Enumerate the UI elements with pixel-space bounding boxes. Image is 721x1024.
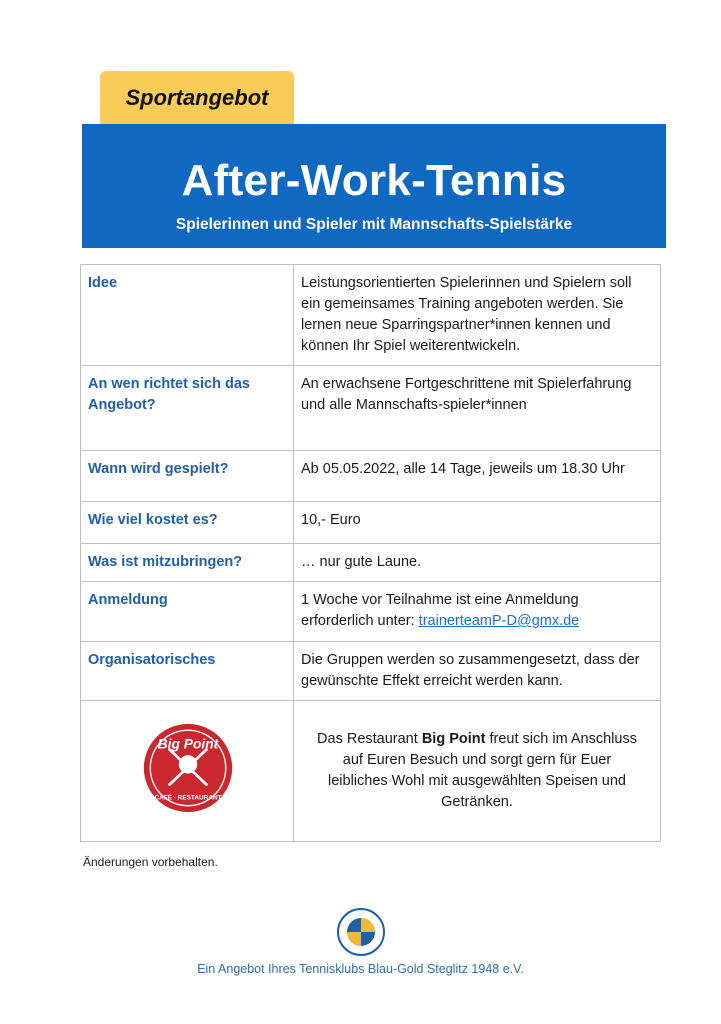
svg-text:Big Point: Big Point bbox=[157, 736, 218, 752]
offer-tag bbox=[100, 71, 294, 129]
club-logo bbox=[336, 907, 386, 957]
title-banner bbox=[82, 124, 666, 248]
promo-name: Big Point bbox=[421, 731, 486, 747]
row-label: An wen richtet sich das Angebot? bbox=[81, 366, 294, 451]
table-row bbox=[81, 451, 661, 502]
row-value: Leistungsorientierten Spielerinnen und Spielern soll ein gemeinsames Training angeboten werden. Sie lernen neue Sparringspartner*innen kennen und können Ihr Spiel weiterentwickeln. bbox=[294, 265, 661, 366]
table-row bbox=[81, 642, 661, 701]
disclaimer-note: Änderungen vorbehalten. bbox=[83, 855, 218, 869]
row-value: 10,- Euro bbox=[294, 502, 661, 544]
table-row bbox=[81, 582, 661, 642]
row-value: An erwachsene Fortgeschrittene mit Spielerfahrung und alle Mannschafts-spieler*innen bbox=[294, 366, 661, 451]
row-label: Anmeldung bbox=[81, 582, 294, 642]
offer-tag-label: Sportangebot bbox=[125, 85, 269, 110]
row-label: Idee bbox=[81, 265, 294, 366]
big-point-logo bbox=[142, 722, 234, 814]
table-row bbox=[81, 502, 661, 544]
registration-text: 1 Woche vor Teilnahme ist eine Anmeldung erforderlich unter: bbox=[301, 592, 579, 629]
row-label: Was ist mitzubringen? bbox=[81, 544, 294, 582]
row-value: Ab 05.05.2022, alle 14 Tage, jeweils um 18.30 Uhr bbox=[294, 451, 661, 502]
row-value: Die Gruppen werden so zusammengesetzt, dass der gewünschte Effekt erreicht werden kann. bbox=[294, 642, 661, 701]
row-value bbox=[294, 582, 661, 642]
row-value: … nur gute Laune. bbox=[294, 544, 661, 582]
promo-text-before: Das Restaurant bbox=[317, 731, 418, 747]
svg-text:CAFÉ · RESTAURANT: CAFÉ · RESTAURANT bbox=[153, 793, 222, 801]
promo-text-after: freut sich im Anschluss auf Euren Besuch und sorgt gern für Euer leibliches Wohl mit ausgewählten Speisen und Getränken. bbox=[328, 731, 637, 810]
table-row bbox=[81, 366, 661, 451]
row-label: Wie viel kostet es? bbox=[81, 502, 294, 544]
restaurant-promo bbox=[294, 701, 661, 842]
row-label: Organisatorisches bbox=[81, 642, 294, 701]
table-row bbox=[81, 265, 661, 366]
info-table bbox=[80, 264, 661, 842]
table-row bbox=[81, 701, 661, 842]
email-link[interactable]: trainerteamP-D@gmx.de bbox=[418, 613, 580, 629]
page-title: After-Work-Tennis bbox=[181, 156, 567, 205]
page-subtitle: Spielerinnen und Spieler mit Mannschafts-Spielstärke bbox=[175, 216, 573, 233]
table-row bbox=[81, 544, 661, 582]
row-label: Wann wird gespielt? bbox=[81, 451, 294, 502]
restaurant-logo-cell bbox=[81, 701, 294, 842]
footer-text: Ein Angebot Ihres Tennisklubs Blau-Gold Steglitz 1948 e.V. bbox=[197, 962, 524, 976]
club-emblem-icon bbox=[336, 907, 386, 957]
